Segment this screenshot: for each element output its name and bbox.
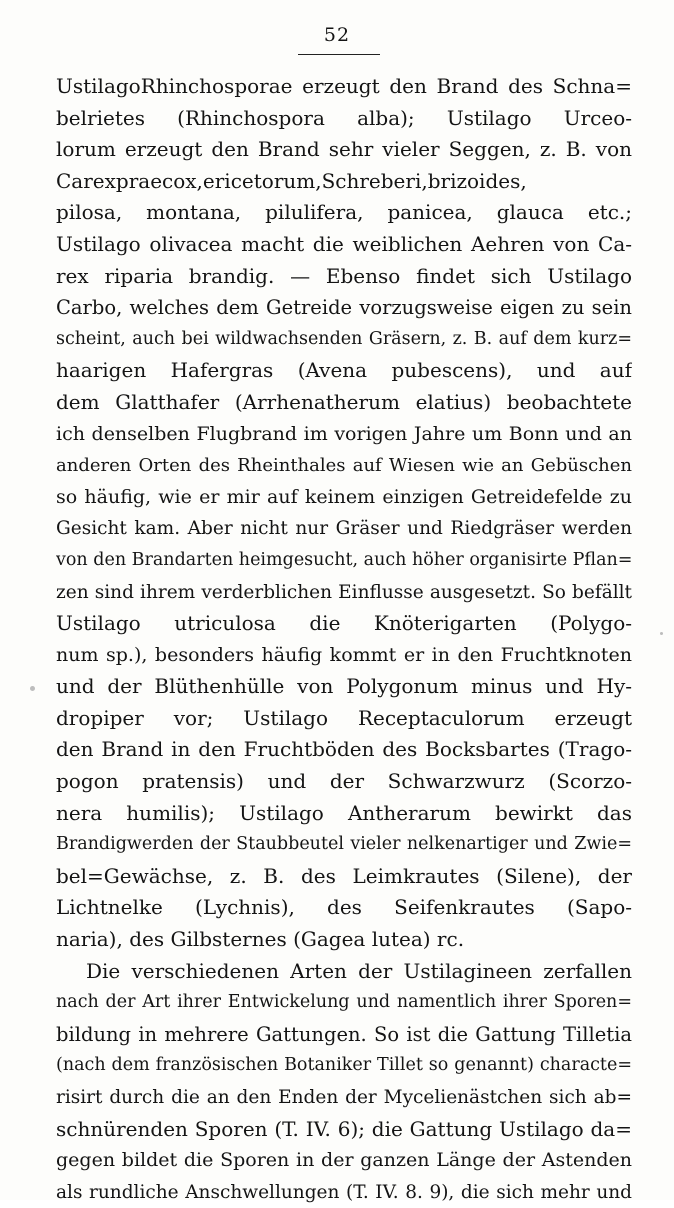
- text-line: dropiper vor; Ustilago Receptaculorum erzeugt: [56, 705, 632, 730]
- margin-speck: [30, 686, 35, 691]
- page-number: 52: [323, 24, 351, 46]
- text-line: haarigen Hafergras (Avena pubescens), und auf: [56, 358, 632, 383]
- text-line: zen sind ihrem verderblichen Einflusse ausgesetzt. So befällt: [56, 581, 632, 603]
- text-line: ich denselben Flugbrand im vorigen Jahre um Bonn und an: [56, 422, 632, 445]
- text-line: von den Brandarten heimgesucht, auch höher organisirte Pflan=: [56, 549, 632, 570]
- paragraph-end-line: naria), des Gilbsternes (Gagea lutea) rc.: [56, 927, 465, 952]
- text-line: Carexpraecox,ericetorum,Schreberi,brizoides,: [56, 168, 527, 193]
- text-line: risirt durch die an den Enden der Mycelienästchen sich ab=: [56, 1087, 632, 1108]
- text-line: gegen bildet die Sporen in der ganzen Länge der Astenden: [56, 1149, 632, 1172]
- text-line: den Brand in den Fruchtböden des Bocksbartes (Trago-: [56, 737, 632, 762]
- text-line: num sp.), besonders häufig kommt er in den Fruchtknoten: [56, 643, 632, 666]
- text-line: Lichtnelke (Lychnis), des Seifenkrautes (Sapo-: [56, 895, 632, 920]
- text-line: anderen Orten des Rheinthales auf Wiesen wie an Gebüschen: [56, 455, 632, 477]
- text-line: UstilagoRhinchosporae erzeugt den Brand des Schna=: [56, 74, 632, 98]
- text-line: nach der Art ihrer Entwickelung und namentlich ihrer Sporen=: [56, 992, 632, 1013]
- text-line: scheint, auch bei wildwachsenden Gräsern, z. B. auf dem kurz=: [56, 328, 632, 349]
- body-text: [56, 71, 632, 1208]
- text-line: pilosa, montana, pilulifera, panicea, glauca etc.;: [56, 200, 632, 225]
- page-number-rule: [298, 54, 380, 55]
- text-line: als rundliche Anschwellungen (T. IV. 8. 9), die sich mehr und: [56, 1181, 632, 1203]
- margin-speck: [660, 632, 663, 635]
- text-line: lorum erzeugt den Brand sehr vieler Seggen, z. B. von: [56, 137, 632, 162]
- text-line: so häufig, wie er mir auf keinem einzigen Getreidefelde zu: [56, 485, 632, 508]
- text-line: Carbo, welches dem Getreide vorzugsweise eigen zu sein: [56, 296, 632, 320]
- text-line: bel=Gewächse, z. B. des Leimkrautes (Silene), der: [56, 863, 632, 888]
- text-line: schnürenden Sporen (T. IV. 6); die Gattung Ustilago da=: [56, 1116, 632, 1141]
- text-line: bildung in mehrere Gattungen. So ist die Gattung Tilletia: [56, 1022, 632, 1046]
- text-line: Gesicht kam. Aber nicht nur Gräser und Riedgräser werden: [56, 518, 632, 540]
- text-line: und der Blüthenhülle von Polygonum minus und Hy-: [56, 674, 632, 699]
- text-line: rex riparia brandig. — Ebenso findet sich Ustilago: [56, 263, 632, 288]
- text-line: belrietes (Rhinchospora alba); Ustilago Urceo-: [56, 105, 632, 130]
- text-line: Brandigwerden der Staubbeutel vieler nelkenartiger und Zwie=: [56, 834, 632, 855]
- text-line: pogon pratensis) und der Schwarzwurz (Scorzo-: [56, 769, 632, 794]
- text-line: Ustilago olivacea macht die weiblichen Aehren von Ca-: [56, 231, 632, 256]
- paragraph-start-line: Die verschiedenen Arten der Ustilagineen zerfallen: [86, 958, 632, 983]
- text-line: nera humilis); Ustilago Antherarum bewirkt das: [56, 800, 632, 825]
- text-line: Ustilago utriculosa die Knöterigarten (Polygo-: [56, 611, 632, 636]
- text-line: dem Glatthafer (Arrhenatherum elatius) beobachtete: [56, 389, 632, 414]
- text-line: (nach dem französischen Botaniker Tillet so genannt) characte=: [56, 1055, 632, 1076]
